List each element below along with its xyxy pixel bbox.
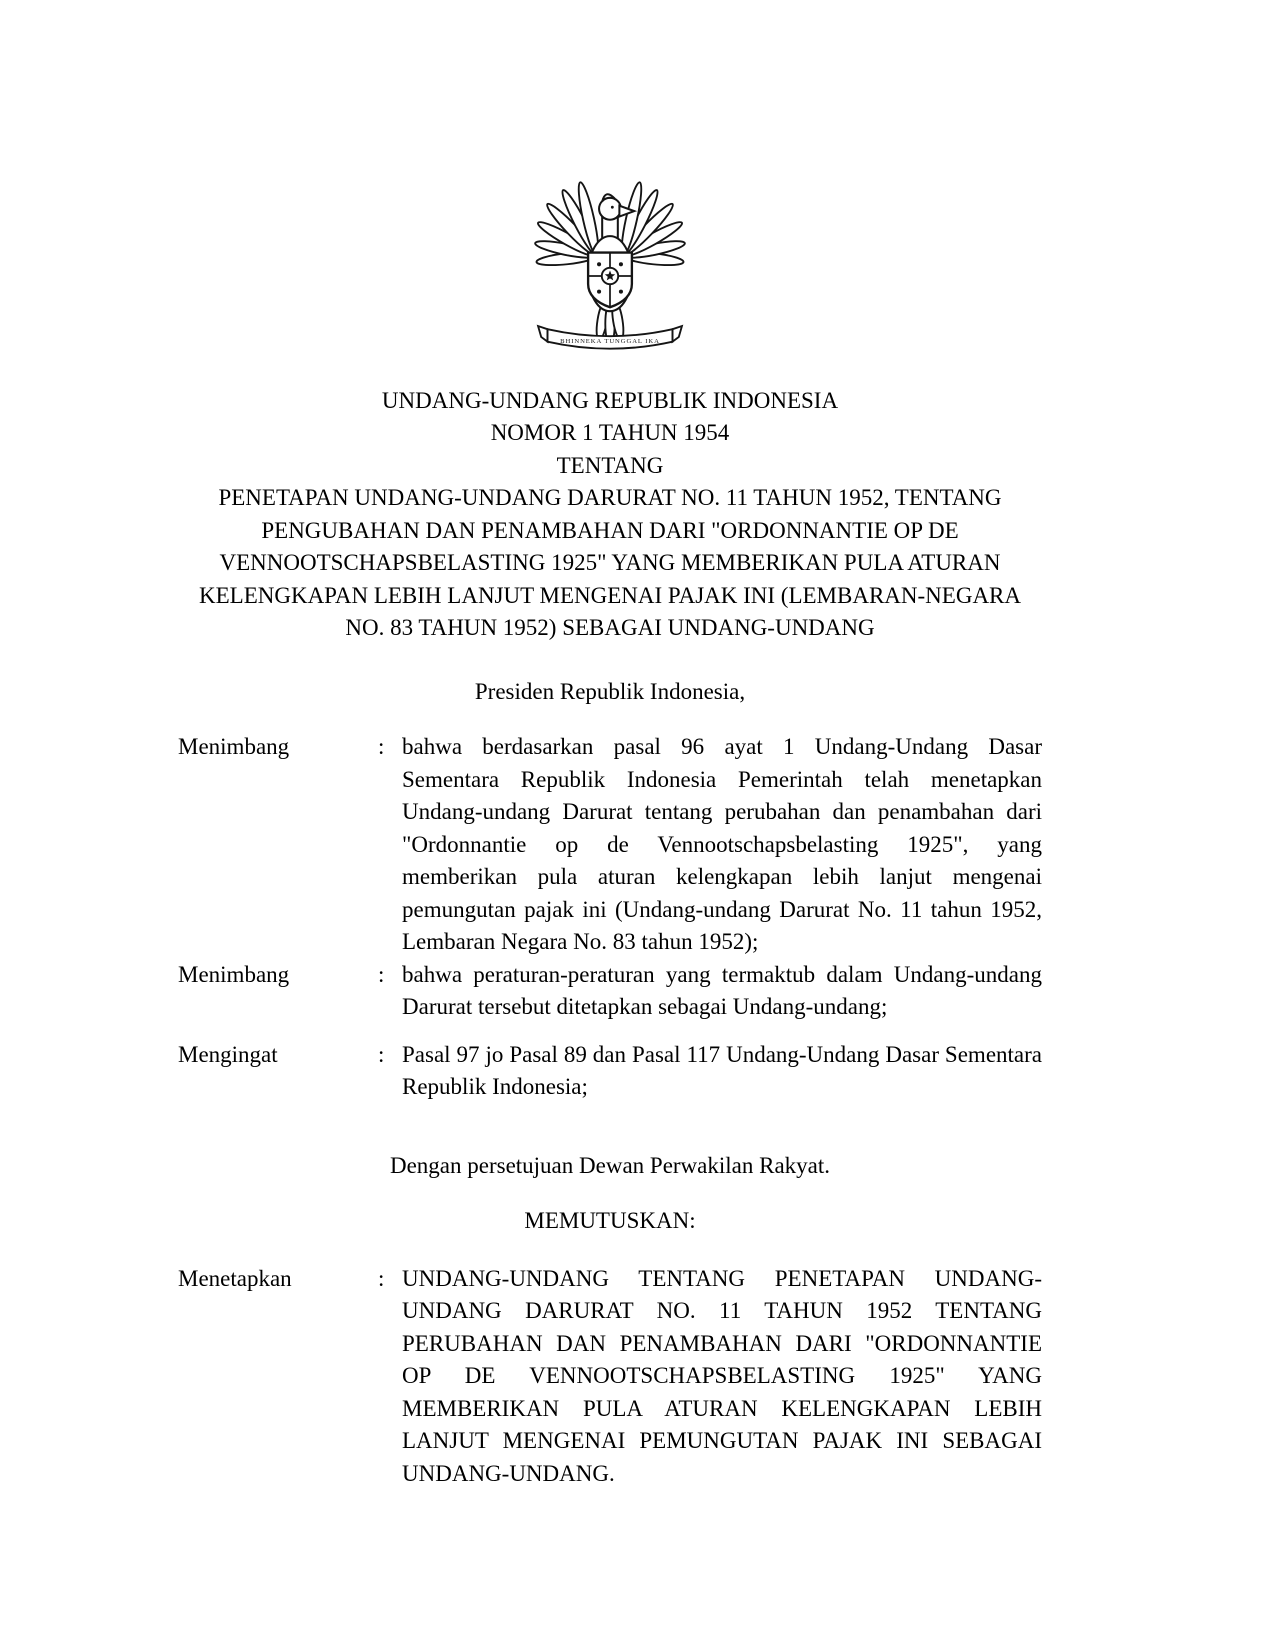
clause-label: Mengingat (178, 1041, 278, 1067)
clause-text: bahwa berdasarkan pasal 96 ayat 1 Undang-Undang Dasar Sementara Republik Indonesia Pemerintah telah menetapkan Undang-undang Darurat tentang perubahan dan penambahan dari "Ordonnantie op de Vennootschapsbelasting 1925", yang memberikan pula aturan kelengkapan lebih lanjut mengenai pemungutan pajak ini (Undang-undang Darurat No. 11 tahun 1952, Lembaran Negara No. 83 tahun 1952); (402, 734, 1042, 954)
clause-separator: : (378, 961, 385, 987)
clause-text: bahwa peraturan-peraturan yang termaktub dalam Undang-undang Darurat tersebut ditetapkan sebagai Undang-undang; (402, 961, 1042, 1019)
title-line-3: TENTANG (556, 452, 664, 478)
clause-separator: : (378, 734, 385, 759)
title-subject-paragraph: PENETAPAN UNDANG-UNDANG DARURAT NO. 11 TAHUN 1952, TENTANG PENGUBAHAN DAN PENAMBAHAN DARI "ORDONNANTIE OP DE VENNOOTSCHAPSBELASTING 1925" YANG MEMBERIKAN PULA ATURAN KELENGKAPAN LEBIH LANJUT MENGENAI PAJAK INI (LEMBARAN-NEGARA NO. 83 TAHUN 1952) SEBAGAI UNDANG-UNDANG (198, 485, 1021, 640)
clause-menimbang-1 (178, 731, 1042, 959)
clause-menimbang-2 (178, 959, 1042, 1024)
title-block (178, 385, 1042, 645)
clause-label: Menetapkan (178, 1265, 292, 1291)
clause-menetapkan (178, 1263, 1042, 1491)
emblem-container (178, 168, 1042, 369)
clause-separator: : (378, 1265, 385, 1291)
agreement-line: Dengan persetujuan Dewan Perwakilan Rakyat. (389, 1152, 831, 1178)
title-line-2: NOMOR 1 TAHUN 1954 (490, 420, 730, 445)
clause-mengingat (178, 1039, 1042, 1104)
decision-heading: MEMUTUSKAN: (524, 1208, 696, 1233)
clause-label: Menimbang (178, 961, 290, 987)
clause-text: UNDANG-UNDANG TENTANG PENETAPAN UNDANG-UNDANG DARURAT NO. 11 TAHUN 1952 TENTANG PERUBAHAN DAN PENAMBAHAN DARI "ORDONNANTIE OP DE VENNOOTSCHAPSBELASTING 1925" YANG MEMBERIKAN PULA ATURAN KELENGKAPAN LEBIH LANJUT MENGENAI PEMUNGUTAN PAJAK INI SEBAGAI UNDANG-UNDANG. (402, 1265, 1042, 1486)
clause-text: Pasal 97 jo Pasal 89 dan Pasal 117 Undang-Undang Dasar Sementara Republik Indonesia; (402, 1041, 1042, 1099)
emblem-motto-text: BHINNEKA TUNGGAL IKA (560, 338, 660, 346)
garuda-pancasila-emblem (524, 168, 696, 359)
clause-separator: : (378, 1041, 385, 1067)
clause-label: Menimbang (178, 734, 290, 759)
salutation-line: Presiden Republik Indonesia, (474, 678, 746, 704)
title-line-1: UNDANG-UNDANG REPUBLIK INDONESIA (381, 387, 839, 413)
